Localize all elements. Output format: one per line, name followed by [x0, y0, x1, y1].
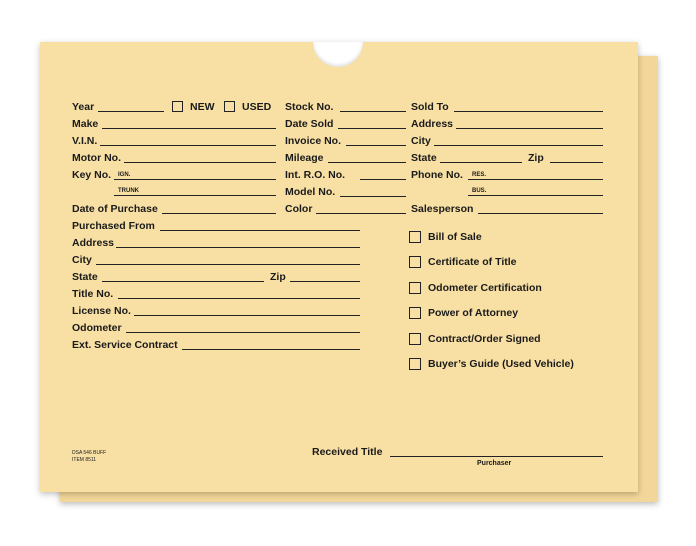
- bus-label: BUS.: [472, 188, 487, 194]
- left-city-label: City: [72, 254, 92, 266]
- model-no-label: Model No.: [285, 186, 336, 198]
- new-label: NEW: [190, 101, 215, 113]
- mileage-label: Mileage: [285, 152, 324, 164]
- trunk-label: TRUNK: [118, 188, 139, 194]
- date-of-purchase-label: Date of Purchase: [72, 203, 158, 215]
- used-label: USED: [242, 101, 272, 113]
- motor-field[interactable]: [124, 162, 276, 163]
- received-title-label: Received Title: [312, 446, 383, 458]
- ext-service-label: Ext. Service Contract: [72, 339, 178, 351]
- mileage-field[interactable]: [328, 162, 406, 163]
- bill-of-sale-label: Bill of Sale: [428, 231, 482, 243]
- left-state-field[interactable]: [102, 281, 264, 282]
- res-label: RES.: [472, 172, 487, 178]
- purchased-from-field[interactable]: [160, 230, 360, 231]
- item-number: ITEM 8511: [72, 457, 97, 463]
- stock-no-label: Stock No.: [285, 101, 334, 113]
- purchaser-label: Purchaser: [477, 460, 512, 467]
- sold-to-label: Sold To: [411, 101, 449, 113]
- color-field[interactable]: [316, 213, 406, 214]
- key-trunk-field[interactable]: [114, 195, 276, 196]
- power-of-attorney-checkbox[interactable]: [409, 307, 421, 319]
- int-ro-label: Int. R.O. No.: [285, 169, 346, 181]
- used-checkbox[interactable]: [224, 101, 235, 112]
- int-ro-field[interactable]: [360, 179, 406, 180]
- stock-no-field[interactable]: [340, 111, 406, 112]
- ext-service-field[interactable]: [182, 349, 360, 350]
- right-city-field[interactable]: [434, 145, 603, 146]
- odometer-certification-label: Odometer Certification: [428, 282, 542, 294]
- envelope-front: [40, 42, 638, 492]
- buyers-guide-label: Buyer’s Guide (Used Vehicle): [428, 358, 574, 370]
- right-zip-label: Zip: [528, 152, 544, 164]
- left-address-label: Address: [72, 237, 115, 249]
- contract-order-signed-checkbox[interactable]: [409, 333, 421, 345]
- odometer-field[interactable]: [126, 332, 360, 333]
- invoice-no-label: Invoice No.: [285, 135, 342, 147]
- phone-bus-field[interactable]: [468, 195, 603, 196]
- right-state-label: State: [411, 152, 437, 164]
- title-no-field[interactable]: [118, 298, 360, 299]
- left-state-label: State: [72, 271, 98, 283]
- year-field[interactable]: [98, 111, 164, 112]
- vin-label: V.I.N.: [72, 135, 98, 147]
- certificate-of-title-label: Certificate of Title: [428, 256, 517, 268]
- purchased-from-label: Purchased From: [72, 220, 155, 232]
- odometer-certification-checkbox[interactable]: [409, 282, 421, 294]
- license-no-label: License No.: [72, 305, 131, 317]
- make-label: Make: [72, 118, 99, 130]
- date-sold-label: Date Sold: [285, 118, 334, 130]
- key-ign-field[interactable]: [114, 179, 276, 180]
- certificate-of-title-checkbox[interactable]: [409, 256, 421, 268]
- phone-res-field[interactable]: [468, 179, 603, 180]
- key-label: Key No.: [72, 169, 112, 181]
- contract-order-signed-label: Contract/Order Signed: [428, 333, 541, 345]
- sold-to-field[interactable]: [454, 111, 603, 112]
- motor-label: Motor No.: [72, 152, 121, 164]
- buyers-guide-checkbox[interactable]: [409, 358, 421, 370]
- license-no-field[interactable]: [134, 315, 360, 316]
- left-address-field[interactable]: [116, 247, 360, 248]
- left-zip-label: Zip: [270, 271, 286, 283]
- date-of-purchase-field[interactable]: [162, 213, 276, 214]
- invoice-no-field[interactable]: [346, 145, 406, 146]
- salesperson-field[interactable]: [478, 213, 603, 214]
- year-label: Year: [72, 101, 95, 113]
- left-zip-field[interactable]: [290, 281, 360, 282]
- bill-of-sale-checkbox[interactable]: [409, 231, 421, 243]
- item-code: DSA 546 BUFF: [72, 450, 107, 456]
- odometer-label: Odometer: [72, 322, 122, 334]
- power-of-attorney-label: Power of Attorney: [428, 307, 519, 319]
- right-address-label: Address: [411, 118, 454, 130]
- received-title-field[interactable]: [390, 456, 603, 457]
- salesperson-label: Salesperson: [411, 203, 474, 215]
- color-label: Color: [285, 203, 313, 215]
- make-field[interactable]: [102, 128, 276, 129]
- model-no-field[interactable]: [340, 196, 406, 197]
- title-no-label: Title No.: [72, 288, 114, 300]
- date-sold-field[interactable]: [338, 128, 406, 129]
- right-city-label: City: [411, 135, 431, 147]
- new-checkbox[interactable]: [172, 101, 183, 112]
- ign-label: IGN.: [118, 172, 131, 178]
- right-zip-field[interactable]: [550, 162, 603, 163]
- right-address-field[interactable]: [456, 128, 603, 129]
- phone-no-label: Phone No.: [411, 169, 463, 181]
- left-city-field[interactable]: [96, 264, 360, 265]
- vin-field[interactable]: [100, 145, 276, 146]
- right-state-field[interactable]: [440, 162, 522, 163]
